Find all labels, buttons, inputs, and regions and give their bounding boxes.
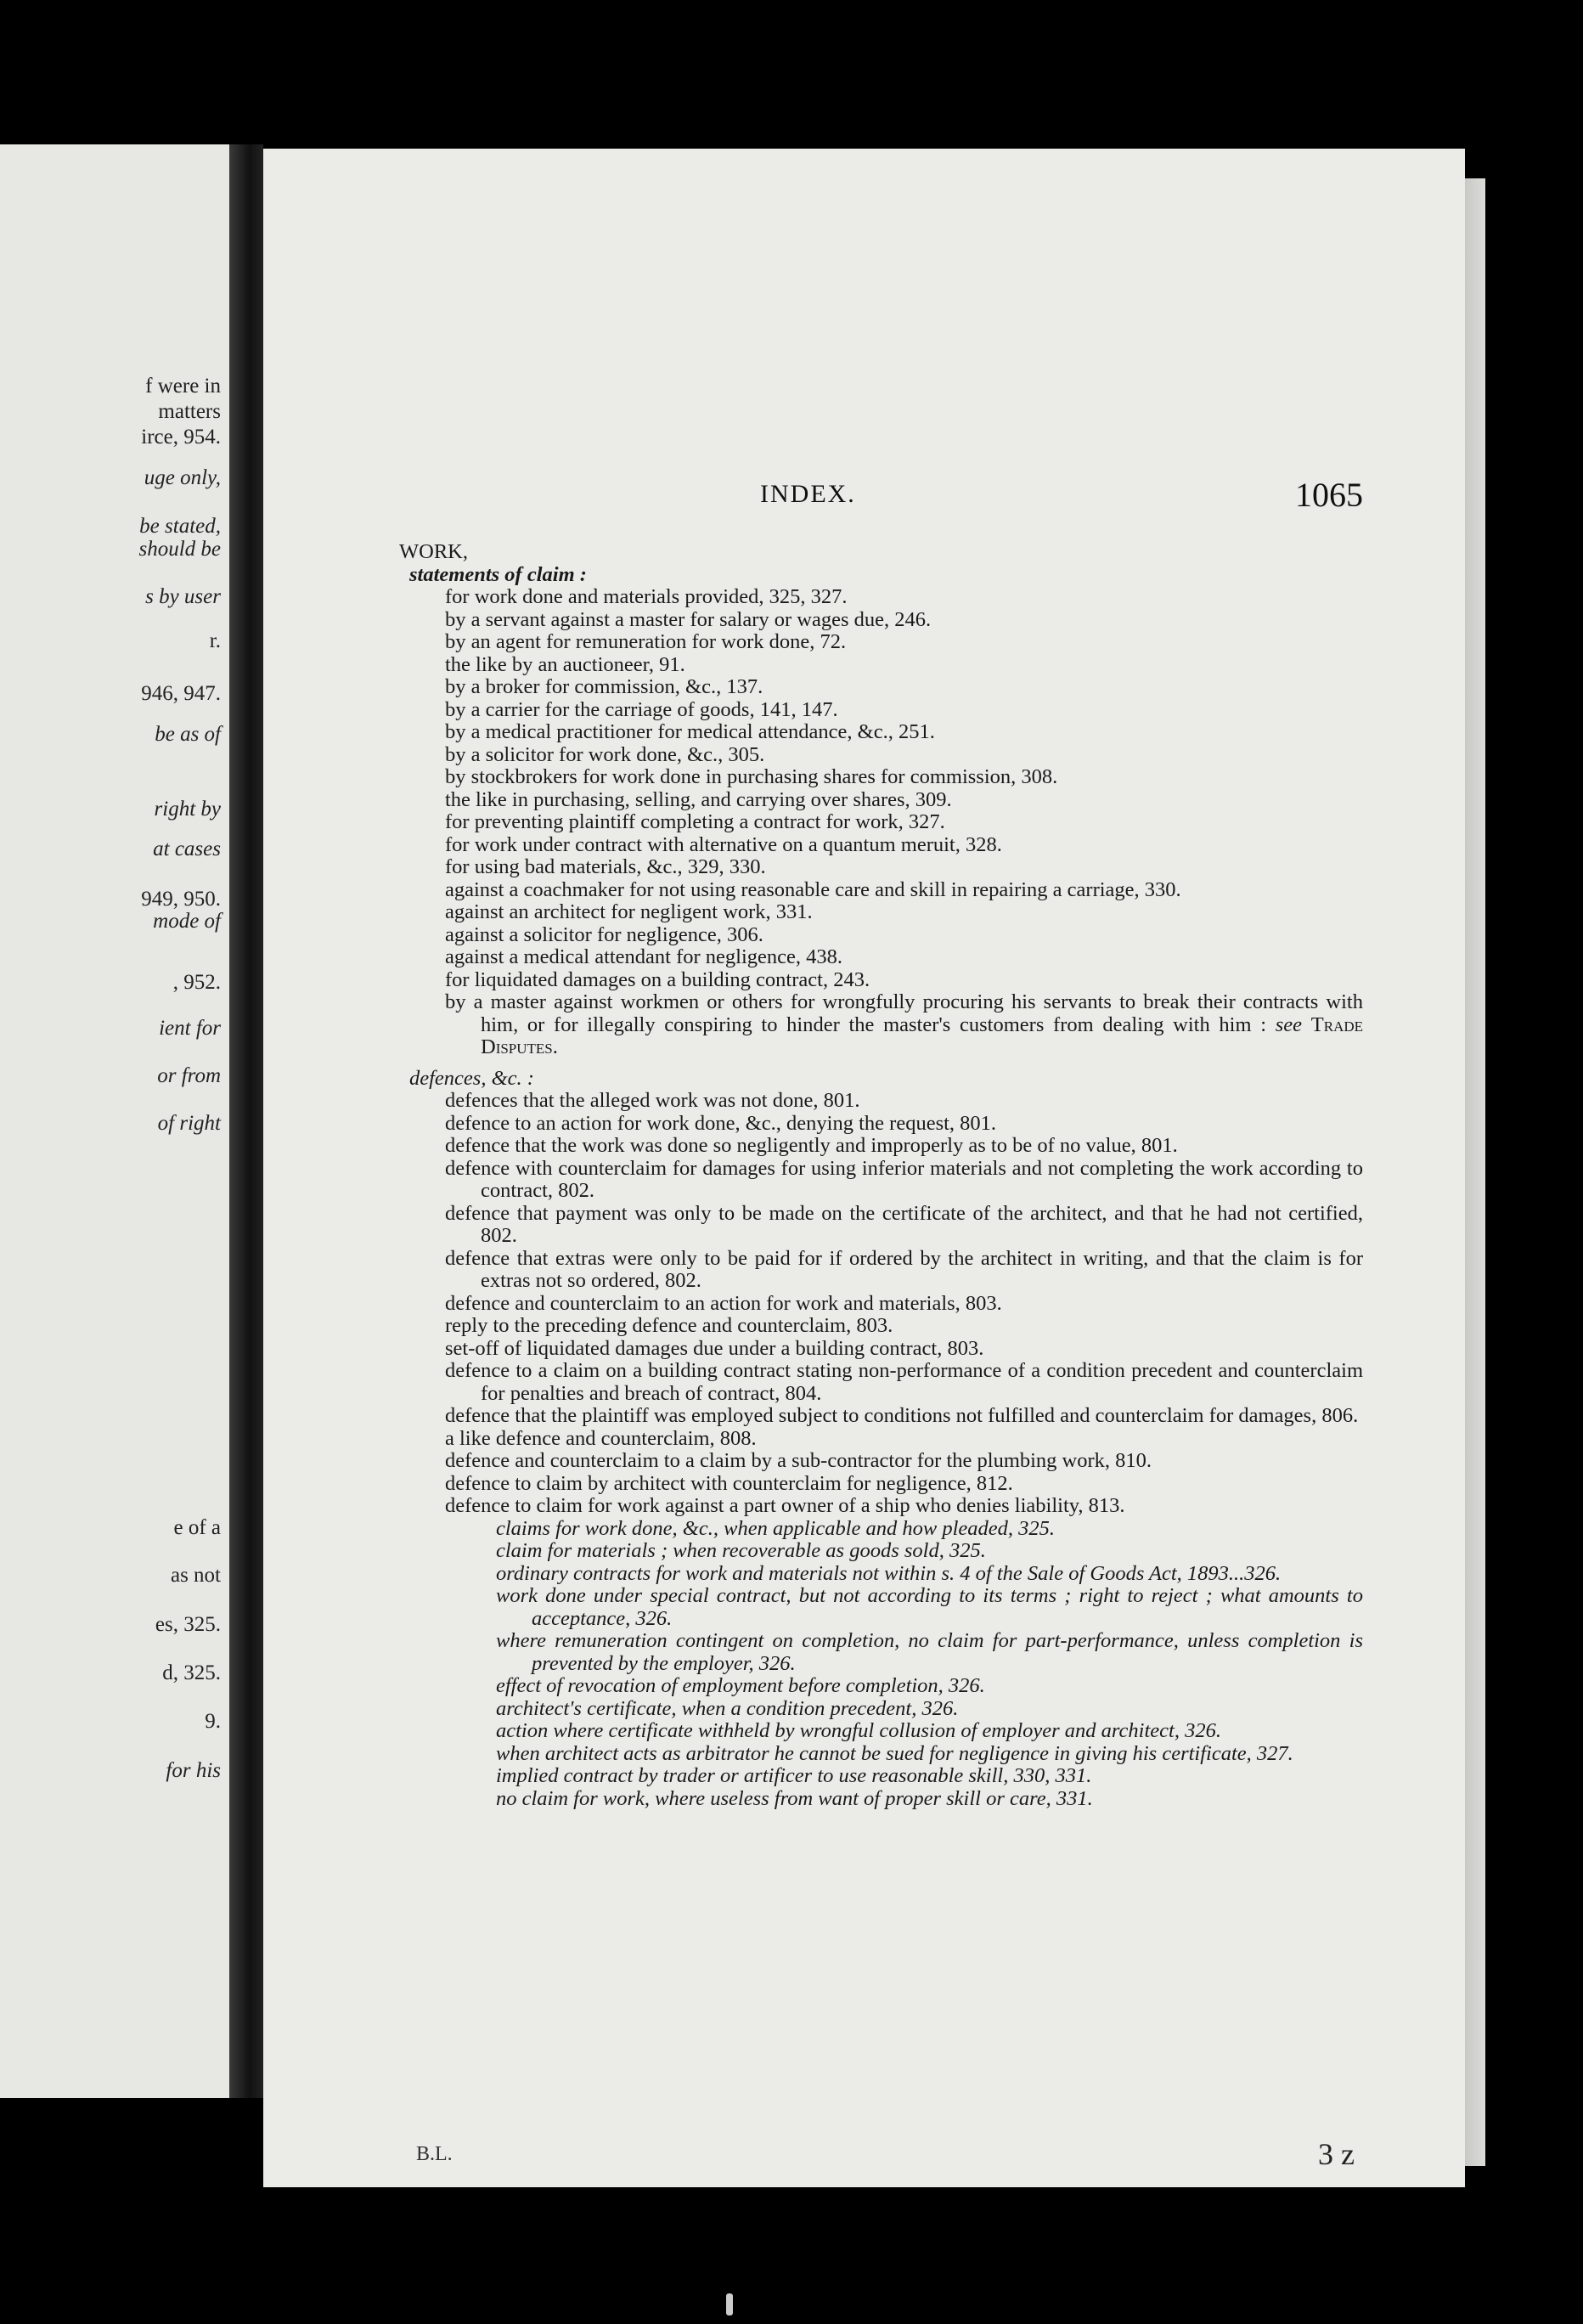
index-entry: by a solicitor for work done, &c., 305. xyxy=(445,742,765,766)
index-note: claims for work done, &c., when applicable and how pleaded, 325. xyxy=(496,1516,1056,1540)
left-page xyxy=(0,144,229,2098)
index-entry: by a carrier for the carriage of goods, 141, 147. xyxy=(445,697,838,721)
index-page xyxy=(263,149,1465,2187)
left-page-fragment: uge only, xyxy=(144,466,221,489)
index-entry: defence that the work was done so negligently and improperly as to be of no value, 801. xyxy=(445,1134,1178,1157)
index-entry: defence to claim for work against a part owner of a ship who denies liability, 813. xyxy=(445,1494,1125,1517)
left-page-fragment: mode of xyxy=(153,910,221,933)
scan-artifact xyxy=(726,2293,733,2316)
index-entry: defence and counterclaim to a claim by a sub-contractor for the plumbing work, 810. xyxy=(445,1449,1152,1472)
index-note: action where certificate withheld by wrongful collusion of employer and architect, 326. xyxy=(496,1719,1221,1742)
signature-mark: B.L. xyxy=(416,2143,453,2165)
left-page-fragment: 946, 947. xyxy=(141,682,221,705)
left-page-fragment: f were in xyxy=(145,375,221,398)
index-entry: a like defence and counterclaim, 808. xyxy=(445,1426,757,1450)
left-page-fragment: s by user xyxy=(145,585,221,608)
left-page-fragment: at cases xyxy=(153,838,221,860)
index-entry: by an agent for remuneration for work done, 72. xyxy=(445,630,847,653)
left-page-fragment: of right xyxy=(157,1112,221,1135)
claims-list xyxy=(399,586,1363,991)
left-page-fragment: should be xyxy=(138,538,221,561)
index-note: when architect acts as arbitrator he cannot be sued for negligence in giving his certificate, 327. xyxy=(496,1741,1293,1765)
see-word: see xyxy=(1275,1013,1303,1036)
left-page-fragment: ient for xyxy=(159,1017,221,1040)
page-number: 1065 xyxy=(1295,476,1363,514)
index-note: claim for materials ; when recoverable as goods sold, 325. xyxy=(496,1539,986,1562)
left-page-fragment: e of a xyxy=(173,1516,221,1539)
index-entry: the like in purchasing, selling, and carrying over shares, 309. xyxy=(445,787,952,811)
index-entry: defence to claim by architect with counterclaim for negligence, 812. xyxy=(445,1471,1013,1495)
index-entry: against a medical attendant for negligence, 438. xyxy=(445,945,843,968)
index-entry: by a servant against a master for salary or wages due, 246. xyxy=(445,607,932,631)
page-edge xyxy=(1465,178,1485,2166)
left-page-fragment: be as of xyxy=(155,723,221,746)
index-entry: by stockbrokers for work done in purchasing shares for commission, 308. xyxy=(445,765,1058,788)
index-entry: defence and counterclaim to an action for work and materials, 803. xyxy=(445,1291,1002,1315)
index-entry: by a medical practitioner for medical attendance, &c., 251. xyxy=(445,720,935,743)
gathering-mark: 3 z xyxy=(1318,2137,1355,2171)
entry-text: by a master against workmen or others for wrongfully procuring his servants to break their contracts with him, or for illegally conspiring to hinder the master's customers from dealing with him : xyxy=(445,990,1363,1036)
index-entry: against a coachmaker for not using reasonable care and skill in repairing a carriage, 330. xyxy=(445,877,1181,901)
index-entry: set-off of liquidated damages due under a building contract, 803. xyxy=(445,1336,984,1360)
left-page-fragment: 9. xyxy=(205,1710,221,1733)
page-footer xyxy=(263,2137,1465,2186)
index-note: ordinary contracts for work and materials not within s. 4 of the Sale of Goods Act, 1893...326. xyxy=(496,1561,1282,1585)
left-page-fragment: be stated, xyxy=(139,515,221,538)
index-entry: defence to an action for work done, &c., denying the request, 801. xyxy=(445,1111,997,1135)
index-entry: for liquidated damages on a building contract, 243. xyxy=(445,967,870,991)
index-entry: against an architect for negligent work, 331. xyxy=(445,900,813,923)
left-page-fragment: as not xyxy=(170,1564,221,1587)
index-entry: for using bad materials, &c., 329, 330. xyxy=(445,855,766,878)
page-header xyxy=(263,476,1465,522)
notes-list xyxy=(438,1518,1363,1811)
left-page-fragment: d, 325. xyxy=(162,1661,221,1684)
left-page-fragment: right by xyxy=(154,798,221,821)
left-page-fragment: es, 325. xyxy=(155,1613,221,1636)
index-note: effect of revocation of employment before completion, 326. xyxy=(496,1674,985,1697)
left-page-fragment: or from xyxy=(157,1064,221,1087)
index-entry: for work done and materials provided, 325, 327. xyxy=(445,585,848,608)
index-entry: by a broker for commission, &c., 137. xyxy=(445,675,763,698)
index-entry: for work under contract with alternative on a quantum meruit, 328. xyxy=(445,832,1002,856)
index-content xyxy=(399,541,1363,1810)
left-page-fragment: matters xyxy=(158,400,221,423)
index-entry: defence to a claim on a building contract stating non-performance of a condition precedent and counterclaim for penalties and breach of contract, 804. xyxy=(445,1359,1363,1405)
section-label-defences: defences, &c. : xyxy=(409,1066,534,1090)
left-page-fragment: irce, 954. xyxy=(141,426,221,448)
index-entry: against a solicitor for negligence, 306. xyxy=(445,922,763,946)
index-entry: for preventing plaintiff completing a contract for work, 327. xyxy=(445,810,945,833)
book-gutter xyxy=(229,144,263,2098)
cross-reference: Trade Disputes. xyxy=(481,1013,1364,1058)
index-entry: reply to the preceding defence and counterclaim, 803. xyxy=(445,1314,893,1337)
index-entry: the like by an auctioneer, 91. xyxy=(445,652,685,676)
index-note: work done under special contract, but not according to its terms ; right to reject ; what amounts to acceptance, 326. xyxy=(496,1584,1363,1630)
section-label-claims: statements of claim : xyxy=(409,562,587,586)
index-entry: defence that payment was only to be made on the certificate of the architect, and that he had not certified, 802. xyxy=(445,1201,1363,1247)
index-entry-trade-disputes xyxy=(445,990,1364,1059)
index-entry: defence with counterclaim for damages for using inferior materials and not completing the work according to contract, 802. xyxy=(445,1156,1363,1202)
left-page-fragment: , 952. xyxy=(172,971,221,994)
index-entry: defence that extras were only to be paid for if ordered by the architect in writing, and that the claim is for extras not so ordered, 802. xyxy=(445,1246,1363,1292)
index-entry: defences that the alleged work was not done, 801. xyxy=(445,1089,860,1112)
index-note: where remuneration contingent on completion, no claim for part-performance, unless completion is prevented by the employer, 326. xyxy=(496,1629,1363,1675)
index-note: architect's certificate, when a condition precedent, 326. xyxy=(496,1696,959,1720)
index-entry: defence that the plaintiff was employed subject to conditions not fulfilled and counterclaim for damages, 806. xyxy=(445,1404,1359,1427)
index-note: implied contract by trader or artificer to use reasonable skill, 330, 331. xyxy=(496,1764,1092,1787)
left-page-fragment: r. xyxy=(209,629,221,652)
index-note: no claim for work, where useless from want of proper skill or care, 331. xyxy=(496,1786,1093,1810)
left-page-fragment: 949, 950. xyxy=(141,888,221,911)
defences-list xyxy=(399,1090,1363,1518)
index-heading: WORK, xyxy=(399,540,468,563)
left-page-fragment: for his xyxy=(166,1759,221,1782)
running-title: INDEX. xyxy=(760,480,856,508)
